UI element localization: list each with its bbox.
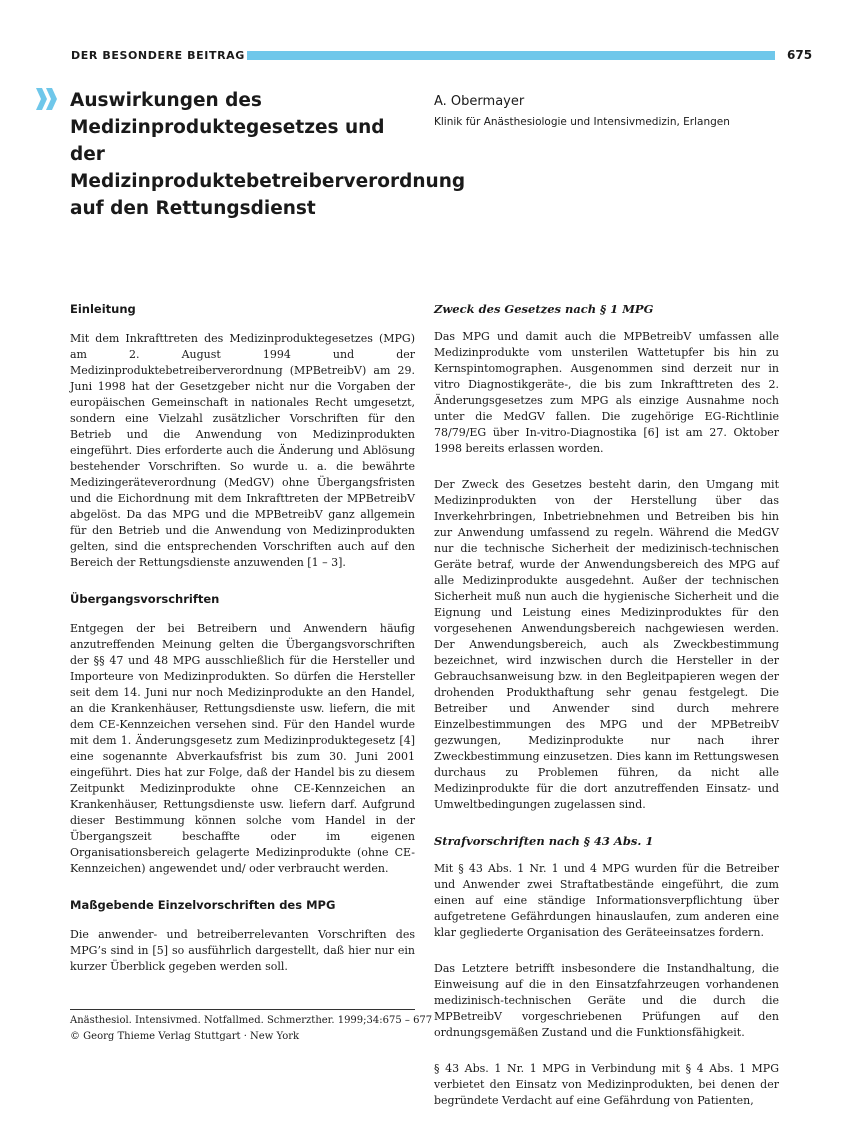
paragraph: Entgegen der bei Betreibern und Anwendern häufig anzutreffenden Meinung gelten die Übergangsvorschriften der §§ 47 und 48 MPG ausschließlich für die Hersteller und Importeure von Medizinprodukten. So dürfen die Hersteller seit dem 14. Juni nur noch Medizinprodukte an den Handel, an die Krankenhäuser, Rettungsdienste usw. liefern, die mit dem CE-Kennzeichen versehen sind. Für den Handel wurde mit dem 1. Änderungsgesetz zum Medizinproduktegesetz [4] eine sogenannte Abverkaufsfrist bis zum 30. Juni 2001 eingeführt. Dies hat zur Folge, daß der Handel bis zu diesem Zeitpunkt Medizinprodukte ohne CE-Kennzeichen an Krankenhäuser, Rettungsdienste usw. liefern darf. Aufgrund dieser Bestimmung können solche vom Handel in der Übergangszeit beschaffte oder im eigenen Organisationsbereich gelagerte Medizinprodukte (ohne CE-Kennzeichen) angewendet und/ oder verbraucht werden.	[70, 622, 415, 875]
section-heading: Übergangsvorschriften	[70, 592, 220, 606]
footer-divider	[70, 1009, 415, 1010]
double-chevron-icon	[34, 88, 60, 110]
article-title: Auswirkungen des Medizinproduktegesetzes und der Medizinproduktebetreiberverordnung auf den Rettungsdienst	[70, 90, 466, 219]
paragraph: § 43 Abs. 1 Nr. 1 MPG in Verbindung mit § 4 Abs. 1 MPG verbietet den Einsatz von Medizinprodukten, bei denen der begründete Verdacht auf eine Gefährdung von Patienten,	[434, 1062, 779, 1107]
subsection-heading: Strafvorschriften nach § 43 Abs. 1	[434, 834, 654, 848]
subsection-heading: Zweck des Gesetzes nach § 1 MPG	[434, 302, 654, 316]
footer	[70, 1013, 432, 1045]
left-column	[70, 301, 415, 995]
paragraph: Das MPG und damit auch die MPBetreibV umfassen alle Medizinprodukte vom unsterilen Wattetupfer bis hin zu Kernspintomographen. Ausgenommen sind derzeit nur in vitro Diagnostikgeräte-, die bis zum Inkrafttreten des 2. Änderungsgesetzes zum MPG als einzige Ausnahme noch unter die MedGV fallen. Die zugehörige EG-Richtlinie 78/79/EG über In-vitro-Diagnostika [6] ist am 27. Oktober 1998 bereits erlassen worden.	[434, 330, 779, 455]
citation: Anästhesiol. Intensivmed. Notfallmed. Schmerzther. 1999;34:675 – 677	[70, 1015, 433, 1026]
paragraph: Die anwender- und betreiberrelevanten Vorschriften des MPG’s sind in [5] so ausführlich dargestellt, daß hier nur ein kurzer Überblick gegeben werden soll.	[70, 928, 415, 973]
paragraph: Mit § 43 Abs. 1 Nr. 1 und 4 MPG wurden für die Betreiber und Anwender zwei Straftatbestände eingeführt, die zum einen auf eine ständige Informationsverpflichtung über aufgetretene Gefährdungen hinauslaufen, zum anderen eine klar gegliederte Organisation des Geräteeinsatzes fordern.	[434, 862, 779, 939]
section-heading: Maßgebende Einzelvorschriften des MPG	[70, 898, 336, 912]
section-label: DER BESONDERE BEITRAG	[71, 49, 245, 62]
publisher: © Georg Thieme Verlag Stuttgart · New York	[70, 1031, 300, 1042]
paragraph: Der Zweck des Gesetzes besteht darin, den Umgang mit Medizinprodukten von der Herstellung über das Inverkehrbringen, Inbetriebnehmen und Betreiben bis hin zur Anwendung umfassend zu regeln. Während die MedGV nur die technische Sicherheit der medizinisch-technischen Geräte betraf, wurde der Anwendungsbereich des MPG auf alle Medizinprodukte ausgedehnt. Außer der technischen Sicherheit muß nun auch die hygienische Sicherheit und die Eignung und Leistung eines Medizinproduktes für den vorgesehenen Anwendungsbereich nachgewiesen werden. Der Anwendungsbereich, auch als Zweckbestimmung bezeichnet, wird inzwischen durch die Hersteller in der Gebrauchsanweisung bzw. in den Begleitpapieren wegen der drohenden Produkthaftung sehr genau festgelegt. Die Betreiber und Anwender sind durch mehrere Einzelbestimmungen des MPG und der MPBetreibV gezwungen, Medizinprodukte nur nach ihrer Zweckbestimmung einzusetzen. Dies kann im Rettungswesen durchaus zu Problemen führen, da nicht alle Medizinprodukte für die dort anzutreffenden Einsatz- und Umweltbedingungen zugelassen sind.	[434, 478, 779, 811]
paragraph: Das Letztere betrifft insbesondere die Instandhaltung, die Einweisung auf die in den Einsatzfahrzeugen vorhandenen medizinisch-technischen Geräte und die durch die MPBetreibV vorgeschriebenen Prüfungen auf den ordnungsgemäßen Zustand und die Funktionsfähigkeit.	[434, 962, 779, 1039]
paragraph: Mit dem Inkrafttreten des Medizinproduktegesetzes (MPG) am 2. August 1994 und der Medizinproduktebetreiberverordnung (MPBetreibV) am 29. Juni 1998 hat der Gesetzgeber nicht nur die Vorgaben der europäischen Gemeinschaft in nationales Recht umgesetzt, sondern eine Vielzahl zusätzlicher Vorschriften für den Betrieb und die Anwendung von Medizinprodukten eingeführt. Dies erforderte auch die Änderung und Ablösung bestehender Vorschriften. So wurde u. a. die bewährte Medizingeräteverordnung (MedGV) ohne Übergangsfristen und die Eichordnung mit dem Inkrafttreten der MPBetreibV abgelöst. Da das MPG und die MPBetreibV ganz allgemein für den Betrieb und die Anwendung von Medizinprodukten gelten, sind die entsprechenden Vorschriften auch auf den Bereich der Rettungsdienste anzuwenden [1 – 3].	[70, 332, 415, 569]
author-affiliation: Klinik für Anästhesiologie und Intensivmedizin, Erlangen	[434, 116, 730, 128]
section-heading: Einleitung	[70, 302, 136, 316]
article-author: A. Obermayer	[434, 94, 525, 109]
right-column	[434, 301, 779, 1129]
header-accent-bar	[247, 51, 775, 60]
page-number: 675	[787, 48, 813, 62]
